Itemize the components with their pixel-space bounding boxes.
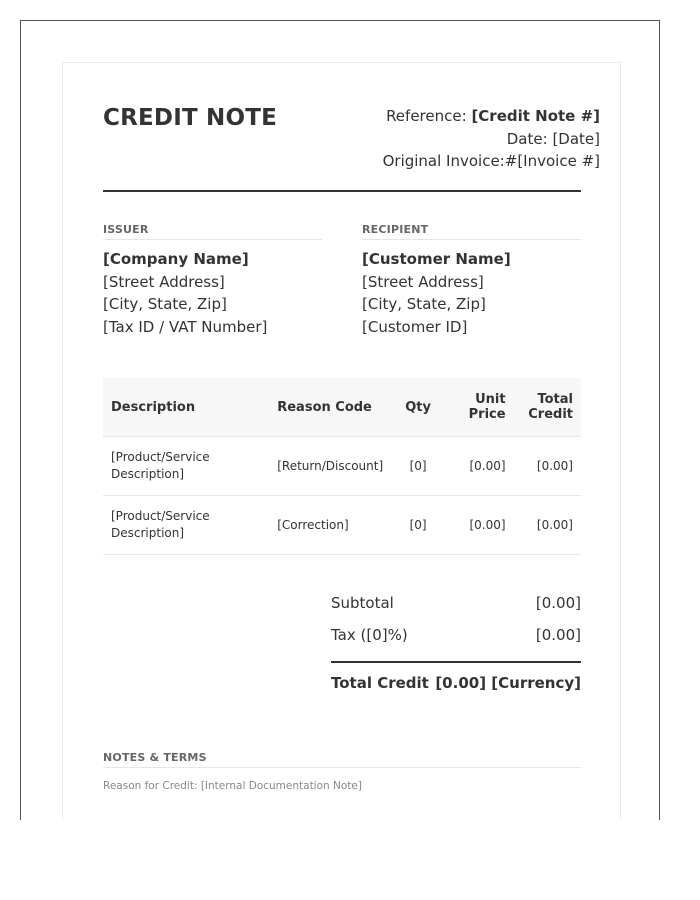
reference-label: Reference: <box>386 107 467 125</box>
document-title: CREDIT NOTE <box>103 105 278 131</box>
document-meta <box>383 105 600 173</box>
recipient-details <box>362 248 581 338</box>
title-divider <box>103 190 581 192</box>
row-qty: [0] <box>391 437 445 496</box>
subtotal-row <box>331 587 581 619</box>
notes-text: Reason for Credit: [Internal Documentation Note] <box>103 780 362 792</box>
notes-heading: NOTES & TERMS <box>103 751 581 768</box>
row-unit-price: [0.00] <box>445 496 514 555</box>
recipient-city-state-zip: [City, State, Zip] <box>362 295 486 313</box>
row-reason-code: [Return/Discount] <box>269 437 391 496</box>
original-invoice-label: Original Invoice: <box>382 152 505 170</box>
column-header-unit-price: Unit Price <box>445 378 514 437</box>
date-line <box>383 128 600 151</box>
issuer-block <box>103 223 322 338</box>
tax-value: [0.00] <box>535 626 581 644</box>
row-reason-code: [Correction] <box>269 496 391 555</box>
total-credit-row <box>331 667 581 699</box>
date-value: [Date] <box>552 129 600 148</box>
original-invoice-value: #[Invoice #] <box>504 152 600 170</box>
recipient-customer-id: [Customer ID] <box>362 317 468 336</box>
issuer-details <box>103 248 322 338</box>
total-credit-value: [0.00] [Currency] <box>435 674 581 692</box>
column-header-reason-code: Reason Code <box>269 378 391 437</box>
column-header-total-credit: Total Credit <box>514 378 581 437</box>
totals-block <box>331 587 581 699</box>
issuer-heading: ISSUER <box>103 223 322 240</box>
issuer-street-address: [Street Address] <box>103 272 225 291</box>
recipient-street-address: [Street Address] <box>362 272 484 291</box>
row-unit-price: [0.00] <box>445 437 514 496</box>
row-total-credit: [0.00] <box>514 496 581 555</box>
reference-value: [Credit Note #] <box>471 107 600 125</box>
reference-line <box>383 105 600 128</box>
tax-row <box>331 619 581 651</box>
recipient-customer-name: [Customer Name] <box>362 250 511 268</box>
credit-note-sheet <box>62 62 621 820</box>
row-qty: [0] <box>391 496 445 555</box>
issuer-company-name: [Company Name] <box>103 250 249 268</box>
recipient-block <box>362 223 581 338</box>
recipient-heading: RECIPIENT <box>362 223 581 240</box>
original-invoice-line <box>383 150 600 173</box>
table-header-row <box>103 378 581 437</box>
date-label: Date: <box>506 129 548 148</box>
document-frame <box>20 20 660 820</box>
issuer-tax-id: [Tax ID / VAT Number] <box>103 317 268 336</box>
row-description: [Product/Service Description] <box>103 496 269 555</box>
column-header-description: Description <box>103 378 269 437</box>
table-row <box>103 437 581 496</box>
row-description: [Product/Service Description] <box>103 437 269 496</box>
subtotal-label: Subtotal <box>331 594 394 612</box>
line-items-table <box>103 378 581 555</box>
subtotal-value: [0.00] <box>535 594 581 612</box>
tax-label: Tax ([0]%) <box>331 626 408 644</box>
table-row <box>103 496 581 555</box>
column-header-qty: Qty <box>391 378 445 437</box>
issuer-city-state-zip: [City, State, Zip] <box>103 295 227 313</box>
totals-divider <box>331 661 581 663</box>
row-total-credit: [0.00] <box>514 437 581 496</box>
total-credit-label: Total Credit <box>331 674 429 692</box>
